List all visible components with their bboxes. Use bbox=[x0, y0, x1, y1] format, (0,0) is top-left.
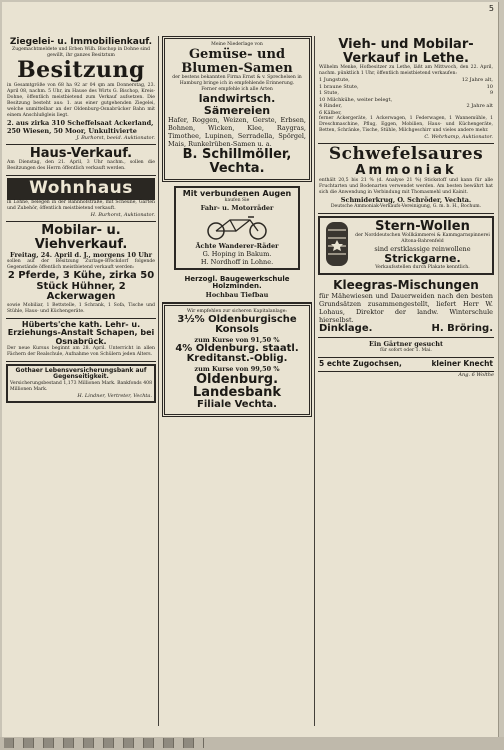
ad-bank-1: Oldenburg. Landesbank bbox=[192, 371, 282, 401]
ad-signature: Schmiderkrug, O. Schröder, Vechta. bbox=[340, 195, 472, 204]
ruler-tick bbox=[124, 738, 134, 748]
ad-ziegelei bbox=[6, 36, 156, 145]
ruler-tick bbox=[54, 738, 64, 748]
ad-mid: Ferner empfehle ich alle Arten bbox=[201, 87, 273, 93]
ad-signature: B. Schillmöller, Vechta. bbox=[182, 147, 292, 177]
ad-body: in Gesamtgröße von 68 ha 92 ar 04 qm am Donnerstag, 23. April 08, nachm. 5 Uhr, im Hause des Wirts G. Bischop, Kreis-Dohne, öffentlich meistbietend zum Verkauf aufsetzen. Die Besitzung besteht aus: 1. aus einer gutgehenden Ziegelei, welche unmittelbar an der Oldenburg-Osnabrücker Bahn mit einem Anschlußgleis liegt. bbox=[7, 82, 155, 118]
ruler-tick bbox=[64, 738, 74, 748]
row-detail: 12 Jahre alt, bbox=[461, 77, 493, 84]
ad-signature: C. Wehrhamp, Auktionator. bbox=[424, 134, 493, 141]
ad-title-2: Blumen-Samen bbox=[181, 60, 293, 76]
ruler-tick bbox=[174, 738, 184, 748]
ad-body: für Mähewiesen und Dauerweiden nach den besten Grundsätzen zusammengestellt, liefert Herr W. Lohaus, Direktor der landw. Winterschule hierselbst. bbox=[319, 291, 493, 324]
ruler-tick bbox=[144, 738, 154, 748]
ad-body: für sofort oder 1. Mai. bbox=[380, 348, 432, 354]
ruler-tick bbox=[184, 738, 194, 748]
ad-mid: Fahr- u. Motorräder bbox=[200, 204, 274, 213]
scan-ruler bbox=[4, 738, 204, 748]
ruler-tick bbox=[14, 738, 24, 748]
ad-title: Wohnhaus bbox=[7, 178, 155, 200]
newspaper-page bbox=[2, 2, 499, 737]
ad-sub: kaufen Sie bbox=[224, 198, 250, 204]
ad-sub: der Norddeutschen Wollkämmerei & Kammgarnspinnerei Altona-Bahrenfeld bbox=[355, 233, 490, 245]
column-2 bbox=[162, 36, 312, 417]
ad-intro: Wir empfehlen zur sicheren Kapitalanlage: bbox=[187, 308, 287, 314]
ad-landesbank bbox=[162, 303, 312, 417]
ad-gothaer bbox=[6, 364, 156, 403]
ad-date: Freitag, 24. April d. J., morgens 10 Uhr bbox=[9, 251, 153, 260]
ad-headline: landwirtsch. Sämereien bbox=[198, 92, 276, 117]
ad-body: Der neue Kursus beginnt am 28. April. Unterricht in allen Fächern der Realschule, Aufnahme von Schülern jeden Alters. bbox=[7, 345, 155, 357]
ad-left: 5 echte Zugochsen, bbox=[319, 359, 402, 369]
ad-anstalt bbox=[6, 319, 156, 362]
ad-ammoniak bbox=[318, 144, 494, 213]
ad-body: der bestens bekannten Firma Ernst & v. Sprechelsen in Hamburg bringe ich in empfehlende Erinnerung. bbox=[172, 75, 302, 87]
ad-bank-2: Filiale Vechta. bbox=[197, 399, 277, 411]
row-detail: 9 bbox=[489, 90, 493, 97]
ad-body: Am Dienstag, den 21. April, 3 Uhr nachm., sollen die Besitzungen des Herrn öffentlich verkauft werden. bbox=[7, 160, 155, 172]
ad-title: Mit verbundenen Augen bbox=[182, 188, 292, 198]
row-item: 1 Stute, bbox=[319, 90, 339, 97]
ad-title: Hüberts'che kath. Lehr- u. Erziehungs-Anstalt Schapen, bei Osnabrück. bbox=[7, 319, 155, 346]
ad-headline: 2 Pferde, 3 Kühe, zirka 50 Stück Hühner, 2 Ackerwagen bbox=[7, 270, 155, 303]
bicycle-illustration bbox=[202, 214, 272, 240]
ad-body: Versicherungsbestand 1,173 Millionen Mark. Bankfonds 408 Millionen Mark. bbox=[10, 380, 152, 392]
ad-price-2: zum Kurse von 99,50 % bbox=[194, 364, 280, 373]
ruler-tick bbox=[154, 738, 164, 748]
ad-table bbox=[319, 77, 493, 116]
ad-intro: Meine Niederlage von bbox=[211, 42, 263, 47]
row-item: 6 Kälber, bbox=[319, 109, 342, 116]
ad-title: Kleegras-Mischungen bbox=[333, 277, 479, 292]
ad-title: Haus-Verkauf. bbox=[29, 145, 133, 161]
ruler-tick bbox=[84, 738, 94, 748]
row-item: 10 Milchkühe, weiter belegt, bbox=[319, 96, 393, 103]
page-number: 5 bbox=[488, 4, 494, 13]
ruler-tick bbox=[134, 738, 144, 748]
ad-list: Hafer, Roggen, Weizen, Gerste, Erbsen, Bohnen, Wicken, Klee, Raygras, Timothee, Lupinen, Serradella, Spörgel, Mais, Runkelrüben-Samen u. a. bbox=[168, 116, 306, 149]
ad-intro: Zugemachtmeldete und Erben Wilh. Bischop in Dohne sind gewillt, ihr ganzes Besitztum bbox=[12, 47, 150, 59]
ruler-tick bbox=[164, 738, 174, 748]
ad-rest: sowie Mobiliar, 1 Bettstelle, 1 Schrank, 1 Sofa, Tische und Stühle, Haus- und Küchengeräte. bbox=[7, 302, 155, 314]
ad-title: Gothaer Lebensversicherungsbank auf Gegenseitigkeit. bbox=[15, 366, 147, 381]
ad-small: Verkaufsstellen durch Plakate kenntlich. bbox=[375, 264, 470, 270]
ad-title: Schwefelsaures bbox=[328, 144, 484, 165]
column-3 bbox=[318, 36, 494, 378]
ad-title: Ziegelei- u. Immobilienkauf. bbox=[9, 37, 153, 47]
ad-headline: Besitzung bbox=[17, 57, 145, 84]
ad-sternwollen bbox=[318, 216, 494, 275]
ad-fahrrad bbox=[174, 186, 300, 270]
ad-body: enthält 20,5 bis 21 % (d. Analyse 21 %) Stickstoff und kann für alle Fruchtarten und Bodenarten verwendet werden. Am besten bewährt hat sich die Anwendung in Verbindung mit Thomasmehl und Kainit. bbox=[319, 177, 493, 195]
row-detail: 2 Jahre alt bbox=[466, 103, 493, 110]
ad-mobilar bbox=[6, 222, 156, 319]
ad-body: sollen auf der Besitzung Zurlage-Brockdorf folgende Gegenstände öffentlich meistbietend verkauft werden: bbox=[7, 259, 155, 271]
ad-right: kleiner Knecht bbox=[431, 359, 493, 369]
ad-kleegras bbox=[318, 277, 494, 338]
ad-title-1: Gemüse- und bbox=[188, 47, 286, 62]
ad-wohnhaus bbox=[6, 176, 156, 222]
ad-body-2: ferner Ackergeräte, 1 Ackerwagen, 1 Federwagen, 1 Wannemühle, 1 Dreschmaschine, Pflug, Eggen, Mobilien, Haus- und Küchengeräte, Betten, Schränke, Tische, Stühle, Milchgeschirr und vieles andere mehr. bbox=[319, 116, 493, 134]
page-header-area bbox=[2, 2, 498, 36]
ad-headline: Strickgarne. bbox=[384, 252, 461, 266]
column-1 bbox=[6, 36, 156, 405]
ad-title: Stern-Wollen bbox=[375, 218, 470, 234]
ruler-tick bbox=[104, 738, 114, 748]
ad-brand: Ächte Wanderer-Räder bbox=[195, 242, 279, 251]
ad-item-2: 4% Oldenburg. staatl. Kreditanst.-Oblig. bbox=[175, 342, 299, 365]
ad-lethe bbox=[318, 36, 494, 144]
ad-title: Mobilar- u. Viehverkauf. bbox=[34, 223, 128, 252]
ad-title: Ein Gärtner gesucht bbox=[369, 340, 443, 349]
ad-bottom-row bbox=[318, 358, 494, 372]
ad-baugewerkschule bbox=[162, 274, 312, 303]
ad-price-1: zum Kurse von 91,50 % bbox=[194, 335, 280, 344]
ad-item-1: 3½% Oldenburgische Konsols bbox=[177, 313, 297, 336]
ad-signature: H. Burhorst, Auktionator. bbox=[90, 212, 155, 219]
ad-place: Dinklage. bbox=[319, 322, 373, 334]
ruler-tick bbox=[24, 738, 34, 748]
ad-body: in Lohne, belegen in der Bahnhofstraße, mit Scheune, Garten und Zubehör, öffentlich meistbietend verkauft. bbox=[7, 200, 155, 212]
ad-hausverkauf bbox=[6, 145, 156, 177]
column-divider bbox=[314, 36, 315, 726]
column-divider bbox=[158, 36, 159, 726]
row-item: 4 Rinder, bbox=[319, 103, 342, 110]
ad-gaertner bbox=[318, 338, 494, 358]
ad-samen bbox=[162, 36, 312, 182]
yarn-skein-icon bbox=[322, 220, 352, 268]
ruler-tick bbox=[74, 738, 84, 748]
ad-signature: H. Lindner, Vertreter, Vechta. bbox=[77, 392, 152, 399]
ruler-tick bbox=[34, 738, 44, 748]
ad-signature: G. Hoping in Bakum. bbox=[202, 250, 272, 259]
ruler-tick bbox=[114, 738, 124, 748]
ad-signature: H. Bröring. bbox=[431, 322, 493, 334]
ad-signature-2: Deutsche Ammoniak-Verkaufs-Vereinigung, G. m. b. H., Bochum. bbox=[330, 203, 482, 209]
ad-sub: Hochbau Tiefbau bbox=[205, 290, 269, 299]
row-detail: 10 bbox=[486, 83, 493, 90]
ruler-tick bbox=[4, 738, 14, 748]
ad-bottom-signature: Ang. 6 Wolthe bbox=[458, 371, 494, 378]
ad-title: Herzogl. Baugewerkschule Holzminden. bbox=[184, 275, 290, 291]
row-item: 1 Jungstute, bbox=[319, 77, 350, 84]
ruler-tick bbox=[44, 738, 54, 748]
ad-title: Vieh- und Mobilar-Verkauf in Lethe. bbox=[338, 37, 474, 66]
ad-signature-2: H. Nordhoff in Lohne. bbox=[200, 258, 274, 267]
ad-sub: Ammoniak bbox=[355, 163, 457, 179]
ad-signature: J. Burhorst, beeid. Auktionator. bbox=[76, 134, 155, 141]
row-item: 1 braune Stute, bbox=[319, 83, 359, 90]
ruler-tick bbox=[194, 738, 204, 748]
ad-items: 2. aus zirka 310 Scheffelsaat Ackerland, 250 Wiesen, 50 Moor, Unkultivierte bbox=[7, 118, 154, 135]
ad-mid: sind erstklassige reinwollene bbox=[374, 245, 471, 254]
ruler-tick bbox=[94, 738, 104, 748]
ad-body: Wilhelm Menke, Hofbesitzer zu Lethe, läßt am Mittwoch, den 22. April, nachm. pünktlich 1 Uhr, öffentlich meistbietend verkaufen: bbox=[319, 65, 493, 77]
